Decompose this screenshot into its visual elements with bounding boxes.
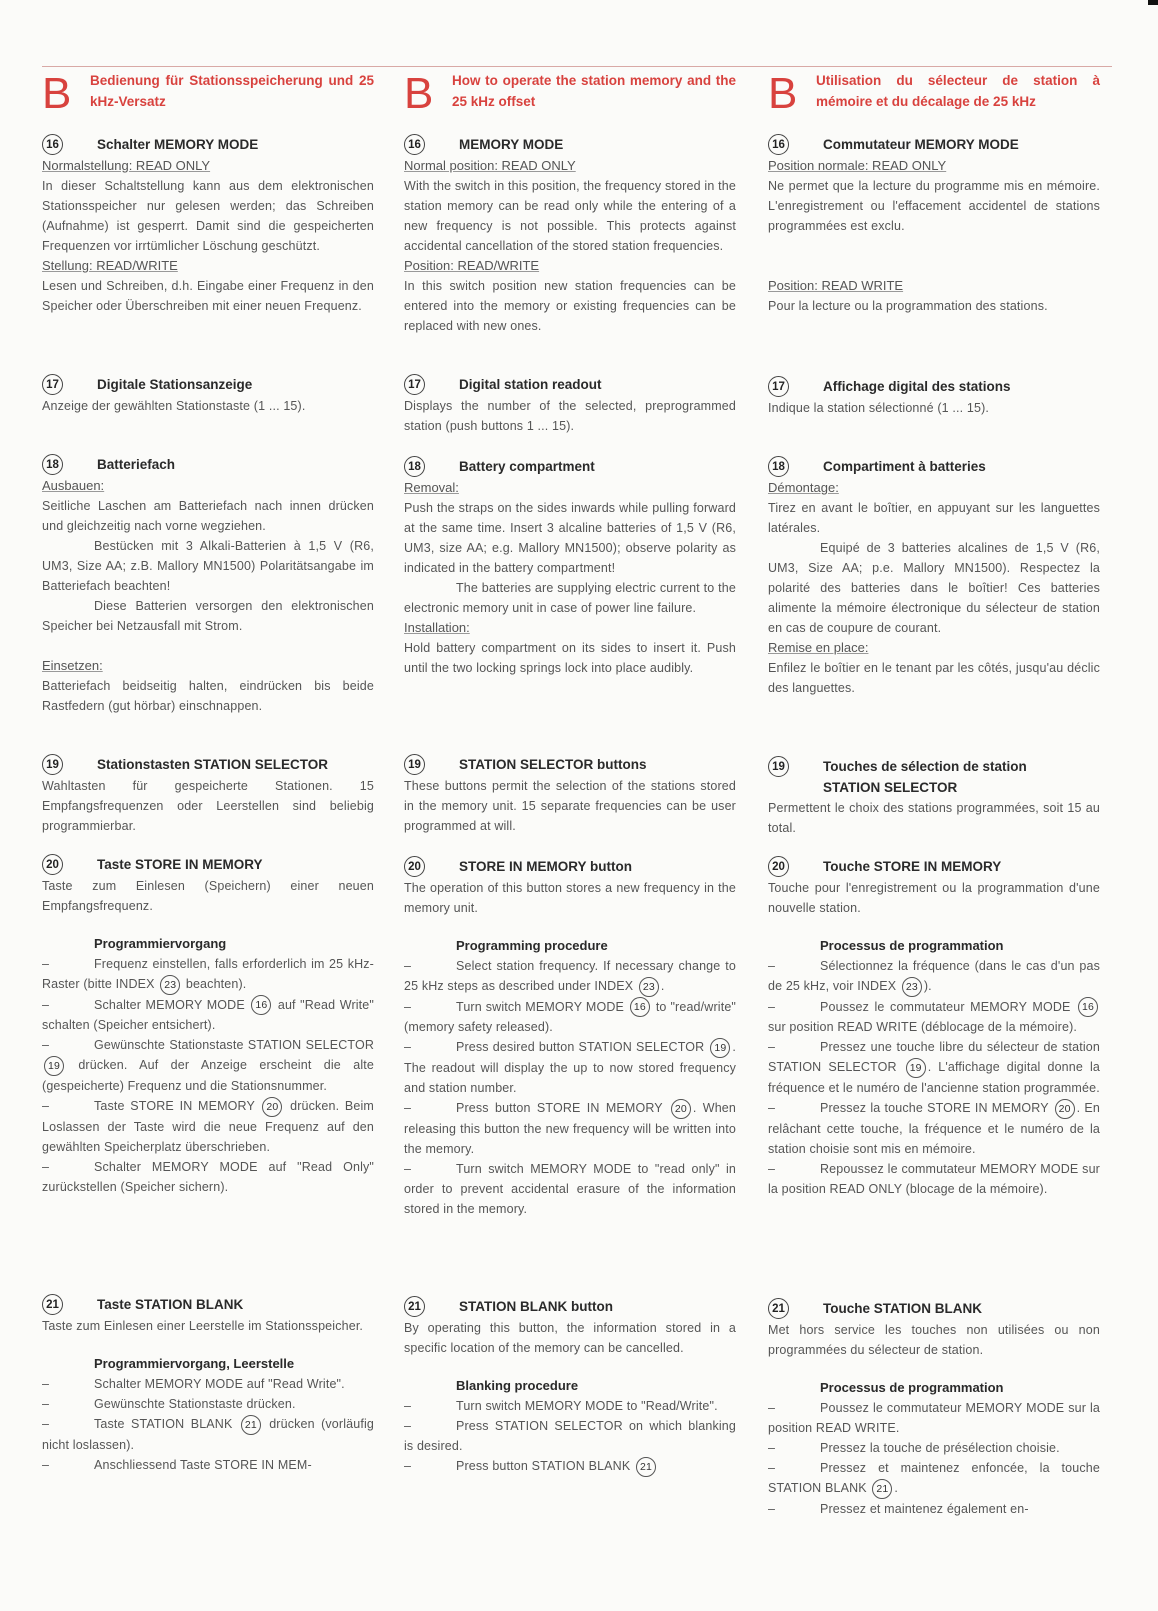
column-title: How to operate the station memory and the 25 kHz offset: [452, 73, 736, 109]
paragraph: With the switch in this position, the frequency stored in the station memory can be read only while the entering of a new frequency is not possible. This protects against accidental cancellation of the stored station frequencies.: [404, 179, 736, 253]
section-18: [768, 456, 1100, 698]
section-letter: B: [42, 69, 72, 118]
index-ref-circle: 23: [160, 975, 180, 995]
section-17: [768, 376, 1100, 418]
step-dash: –: [42, 1457, 50, 1472]
procedure-step: – Gewünschte Stationstaste drücken.: [42, 1394, 374, 1414]
item-number: 18: [768, 456, 789, 477]
procedure-step: – Turn switch MEMORY MODE 16 to "read/write" (memory safety released).: [404, 997, 736, 1038]
step-dash: –: [42, 957, 50, 971]
procedure-step: – Poussez le commutateur MEMORY MODE sur la position READ WRITE.: [768, 1398, 1100, 1438]
column-header: [404, 70, 736, 132]
section-20: [42, 854, 374, 1197]
procedure-title: Blanking procedure: [456, 1378, 579, 1393]
section-18: [404, 456, 736, 678]
corner-mark: [1148, 0, 1158, 5]
item-number: 16: [404, 134, 425, 155]
section-20: [768, 856, 1100, 1199]
step-dash: –: [404, 1419, 412, 1433]
index-ref-circle: 23: [639, 977, 659, 997]
section-title: Compartiment à batteries: [823, 459, 986, 474]
section-title: Stationstasten STATION SELECTOR: [97, 757, 329, 772]
section-title: STATION BLANK button: [459, 1299, 613, 1314]
procedure-steps: [404, 956, 736, 1219]
subheading: Stellung: READ/WRITE: [42, 258, 178, 273]
procedure-step: – Pressez et maintenez également en-: [768, 1499, 1100, 1519]
subheading: Normalstellung: READ ONLY: [42, 158, 211, 173]
item-number: 20: [768, 856, 789, 877]
step-dash: –: [768, 1101, 776, 1116]
subheading: Position: READ WRITE: [768, 278, 904, 293]
item-number: 21: [768, 1298, 789, 1319]
column-english: [404, 69, 737, 1473]
subheading: Ausbauen:: [42, 478, 105, 493]
section-title: Battery compartment: [459, 459, 595, 474]
section-title: STORE IN MEMORY button: [459, 859, 632, 874]
step-dash: –: [768, 1501, 776, 1516]
step-dash: –: [768, 1040, 776, 1055]
step-dash: –: [404, 1101, 412, 1116]
procedure-step: – Select station frequency. If necessary change to 25 kHz steps as described under INDEX 23 .: [404, 956, 736, 997]
column-header: [42, 70, 374, 132]
index-ref-circle: 20: [1055, 1099, 1075, 1119]
section-16: [404, 134, 736, 336]
procedure-step: – Turn switch MEMORY MODE to "Read/Write".: [404, 1396, 736, 1416]
procedure-step: – Press desired button STATION SELECTOR 19 . The readout will display the up to now stored frequency and station number.: [404, 1037, 736, 1098]
item-number: 17: [404, 374, 425, 395]
section-21: [404, 1296, 736, 1477]
section-title: Digitale Stationsanzeige: [97, 377, 253, 392]
paragraph: Wahltasten für gespeicherte Stationen. 15 Empfangsfrequenzen oder Leerstellen sind beliebig programmierbar.: [42, 779, 374, 833]
procedure-step: – Poussez le commutateur MEMORY MODE 16 sur position READ WRITE (déblocage de la mémoire).: [768, 997, 1100, 1038]
paragraph: Push the straps on the sides inwards while pulling forward at the same time. Insert 3 alcaline batteries of 1,5 V (R6, UM3, size AA; e.g. Mallory MN1500); observe polarity as indicated in the battery compartment!: [404, 501, 736, 575]
procedure-title: Programmiervorgang, Leerstelle: [94, 1356, 295, 1371]
procedure-steps: [768, 956, 1100, 1199]
step-dash: –: [42, 1377, 50, 1391]
step-dash: –: [42, 1159, 50, 1174]
section-title-line2: STATION SELECTOR: [823, 780, 958, 795]
section-title: Touche STORE IN MEMORY: [823, 859, 1002, 874]
index-ref-circle: 20: [671, 1099, 691, 1119]
index-ref-circle: 19: [906, 1058, 926, 1078]
procedure-step: – Press button STORE IN MEMORY 20 . When releasing this button the new frequency will be written into the memory.: [404, 1098, 736, 1159]
step-dash: –: [768, 999, 776, 1014]
index-ref-circle: 21: [872, 1479, 892, 1499]
subheading: Démontage:: [768, 480, 839, 495]
section-16: [768, 134, 1100, 316]
paragraph: Taste zum Einlesen einer Leerstelle im Stationsspeicher.: [42, 1319, 364, 1333]
section-16: [42, 134, 374, 316]
section-title: Touches de sélection de station: [823, 759, 1027, 774]
section-18: [42, 454, 374, 716]
section-21: [42, 1294, 374, 1475]
step-dash: –: [768, 1461, 776, 1475]
section-21: [768, 1298, 1100, 1519]
step-dash: –: [404, 1459, 412, 1473]
step-dash: –: [42, 1417, 50, 1431]
procedure-step: – Frequenz einstellen, falls erforderlich im 25 kHz-Raster (bitte INDEX 23 beachten).: [42, 954, 374, 995]
subheading: Normal position: READ ONLY: [404, 158, 576, 173]
index-ref-circle: 20: [262, 1097, 282, 1117]
section-title: Taste STATION BLANK: [97, 1297, 244, 1312]
section-17: [42, 374, 374, 416]
procedure-step: – Pressez une touche libre du sélecteur de station STATION SELECTOR 19 . L'affichage digital donne la fréquence et le numéro de l'ancienne station programmée.: [768, 1037, 1100, 1098]
procedure-steps: [404, 1396, 736, 1477]
procedure-steps: [42, 1374, 374, 1475]
paragraph: Batteriefach beidseitig halten, eindrücken bis beide Rastfedern (gut hörbar) einschnappen.: [42, 679, 374, 713]
index-ref-circle: 21: [241, 1415, 261, 1435]
section-20: [404, 856, 736, 1219]
section-title: STATION SELECTOR buttons: [459, 757, 647, 772]
section-17: [404, 374, 736, 436]
paragraph: By operating this button, the information stored in a specific location of the memory can be cancelled.: [404, 1321, 736, 1355]
procedure-step: – Schalter MEMORY MODE auf "Read Only" zurückstellen (Speicher sichern).: [42, 1157, 374, 1197]
procedure-step: – Pressez la touche de présélection choisie.: [768, 1438, 1100, 1458]
section-19: [42, 754, 374, 836]
paragraph: Enfilez le boîtier en le tenant par les côtés, jusqu'au déclic des languettes.: [768, 661, 1100, 695]
step-dash: –: [42, 997, 50, 1012]
procedure-title: Programming procedure: [456, 938, 608, 953]
item-number: 19: [42, 754, 63, 775]
section-19: [768, 756, 1100, 838]
step-dash: –: [404, 1161, 412, 1176]
paragraph: Tirez en avant le boîtier, en appuyant sur les languettes latérales.: [768, 501, 1100, 535]
column-header: [768, 70, 1100, 132]
step-dash: –: [42, 1038, 50, 1053]
section-title: Schalter MEMORY MODE: [97, 137, 259, 152]
section-title: Batteriefach: [97, 457, 176, 472]
step-dash: –: [404, 1399, 412, 1413]
procedure-step: – Gewünschte Stationstaste STATION SELECTOR 19 drücken. Auf der Anzeige erscheint die alte (gespeicherte) Frequenz und die Stationsnummer.: [42, 1035, 374, 1096]
paragraph: Equipé de 3 batteries alcalines de 1,5 V (R6, UM3, Size AA; p.e. Mallory MN1500). Respectez la polarité des batteries dans le boîtier! Ces batteries alimente la mémoire électronique du sélecteur de station en cas de coupure de courant.: [768, 541, 1100, 635]
procedure-title: Processus de programmation: [820, 1380, 1004, 1395]
paragraph: The operation of this button stores a new frequency in the memory unit.: [404, 881, 736, 915]
paragraph: Diese Batterien versorgen den elektronischen Speicher bei Netzausfall mit Strom.: [42, 599, 374, 633]
paragraph: Touche pour l'enregistrement ou la programmation d'une nouvelle station.: [768, 881, 1100, 915]
step-dash: –: [768, 1161, 776, 1176]
step-dash: –: [768, 959, 776, 973]
paragraph: Displays the number of the selected, preprogrammed station (push buttons 1 ... 15).: [404, 399, 736, 433]
paragraph: In this switch position new station frequencies can be entered into the memory or existing frequencies can be replaced with new ones.: [404, 279, 736, 333]
paragraph: Anzeige der gewählten Stationstaste (1 ... 15).: [42, 399, 306, 413]
item-number: 19: [768, 756, 789, 777]
paragraph: Bestücken mit 3 Alkali-Batterien à 1,5 V (R6, UM3, Size AA; z.B. Mallory MN1500) Polaritätsangabe im Batteriefach beachten!: [42, 539, 374, 593]
procedure-title: Processus de programmation: [820, 938, 1004, 953]
item-number: 19: [404, 754, 425, 775]
item-number: 18: [42, 454, 63, 475]
column-german: [42, 69, 374, 1472]
section-title: MEMORY MODE: [459, 137, 564, 152]
item-number: 16: [768, 134, 789, 155]
column-french: [768, 69, 1101, 1516]
paragraph: Lesen und Schreiben, d.h. Eingabe einer Frequenz in den Speicher oder Überschreiben mit einer neuen Frequenz.: [42, 279, 374, 313]
section-title: Touche STATION BLANK: [823, 1301, 982, 1316]
section-title: Affichage digital des stations: [823, 379, 1011, 394]
section-letter: B: [404, 69, 434, 118]
procedure-step: – Pressez la touche STORE IN MEMORY 20 . En relâchant cette touche, la fréquence et le numéro de la station choisie sont mis en mémoire.: [768, 1098, 1100, 1159]
item-number: 17: [42, 374, 63, 395]
index-ref-circle: 21: [636, 1457, 656, 1477]
paragraph: Taste zum Einlesen (Speichern) einer neuen Empfangsfrequenz.: [42, 879, 374, 913]
procedure-step: – Taste STORE IN MEMORY 20 drücken. Beim Loslassen der Taste wird die neue Frequenz auf den gewählten Speicherplatz überschrieben.: [42, 1096, 374, 1157]
procedure-step: – Press button STATION BLANK 21: [404, 1456, 736, 1477]
paragraph: Pour la lecture ou la programmation des stations.: [768, 299, 1048, 313]
index-ref-circle: 16: [630, 997, 650, 1017]
paragraph: These buttons permit the selection of the stations stored in the memory unit. 15 separate frequencies can be user programmed at will.: [404, 779, 736, 833]
procedure-step: – Press STATION SELECTOR on which blanking is desired.: [404, 1416, 736, 1456]
item-number: 20: [42, 854, 63, 875]
procedure-steps: [42, 954, 374, 1197]
item-number: 17: [768, 376, 789, 397]
item-number: 20: [404, 856, 425, 877]
column-title: Utilisation du sélecteur de station à mémoire et du décalage de 25 kHz: [816, 73, 1100, 109]
procedure-step: – Schalter MEMORY MODE 16 auf "Read Write" schalten (Speicher entsichert).: [42, 995, 374, 1036]
header-rule: [42, 66, 1112, 67]
index-ref-circle: 16: [251, 995, 271, 1015]
paragraph: Permettent le choix des stations programmées, soit 15 au total.: [768, 801, 1100, 835]
paragraph: Hold battery compartment on its sides to insert it. Push until the two locking springs lock into place audibly.: [404, 641, 736, 675]
index-ref-circle: 19: [710, 1038, 730, 1058]
step-dash: –: [404, 1040, 412, 1055]
subheading: Position normale: READ ONLY: [768, 158, 947, 173]
paragraph: Indique la station sélectionné (1 ... 15).: [768, 401, 990, 415]
step-dash: –: [768, 1401, 776, 1415]
step-dash: –: [42, 1099, 50, 1114]
procedure-title: Programmiervorgang: [94, 936, 227, 951]
procedure-step: – Pressez et maintenez enfoncée, la touche STATION BLANK 21 .: [768, 1458, 1100, 1499]
paragraph: Met hors service les touches non utilisées ou non programmées du sélecteur de station.: [768, 1323, 1100, 1357]
procedure-step: – Turn switch MEMORY MODE to "read only" in order to prevent accidental erasure of the information stored in the memory.: [404, 1159, 736, 1219]
procedure-step: – Repoussez le commutateur MEMORY MODE sur la position READ ONLY (blocage de la mémoire).: [768, 1159, 1100, 1199]
index-ref-circle: 19: [44, 1056, 64, 1076]
index-ref-circle: 16: [1078, 997, 1098, 1017]
procedure-step: – Taste STATION BLANK 21 drücken (vorläufig nicht loslassen).: [42, 1414, 374, 1455]
item-number: 18: [404, 456, 425, 477]
subheading: Remise en place:: [768, 640, 869, 655]
step-dash: –: [42, 1397, 50, 1411]
paragraph: In dieser Schaltstellung kann aus dem elektronischen Stationsspeicher nur gelesen werden; das Schreiben (Aufnahme) ist gesperrt. Damit sind die gespeicherten Frequenzen vor irrtümlicher Löschung geschützt.: [42, 179, 374, 253]
subheading: Einsetzen:: [42, 658, 103, 673]
index-ref-circle: 23: [902, 977, 922, 997]
section-title: Commutateur MEMORY MODE: [823, 137, 1019, 152]
item-number: 21: [42, 1294, 63, 1315]
column-title: Bedienung für Stationsspeicherung und 25 kHz-Versatz: [90, 73, 374, 109]
paragraph: Ne permet que la lecture du programme mis en mémoire. L'enregistrement ou l'effacement accidentel de stations programmées est exclu.: [768, 179, 1100, 233]
paragraph: The batteries are supplying electric current to the electronic memory unit in case of power line failure.: [404, 581, 736, 615]
step-dash: –: [768, 1441, 776, 1455]
section-title: Taste STORE IN MEMORY: [97, 857, 263, 872]
item-number: 21: [404, 1296, 425, 1317]
section-19: [404, 754, 736, 836]
subheading: Position: READ/WRITE: [404, 258, 540, 273]
step-dash: –: [404, 999, 412, 1014]
procedure-steps: [768, 1398, 1100, 1519]
paragraph: Seitliche Laschen am Batteriefach nach innen drücken und gleichzeitig nach vorne wegziehen.: [42, 499, 374, 533]
subheading: Installation:: [404, 620, 470, 635]
item-number: 16: [42, 134, 63, 155]
section-title: Digital station readout: [459, 377, 602, 392]
subheading: Removal:: [404, 480, 459, 495]
procedure-step: – Sélectionnez la fréquence (dans le cas d'un pas de 25 kHz, voir INDEX 23 ).: [768, 956, 1100, 997]
section-letter: B: [768, 69, 798, 118]
procedure-step: – Anschliessend Taste STORE IN MEM-: [42, 1455, 374, 1475]
step-dash: –: [404, 959, 412, 973]
procedure-step: – Schalter MEMORY MODE auf "Read Write".: [42, 1374, 374, 1394]
